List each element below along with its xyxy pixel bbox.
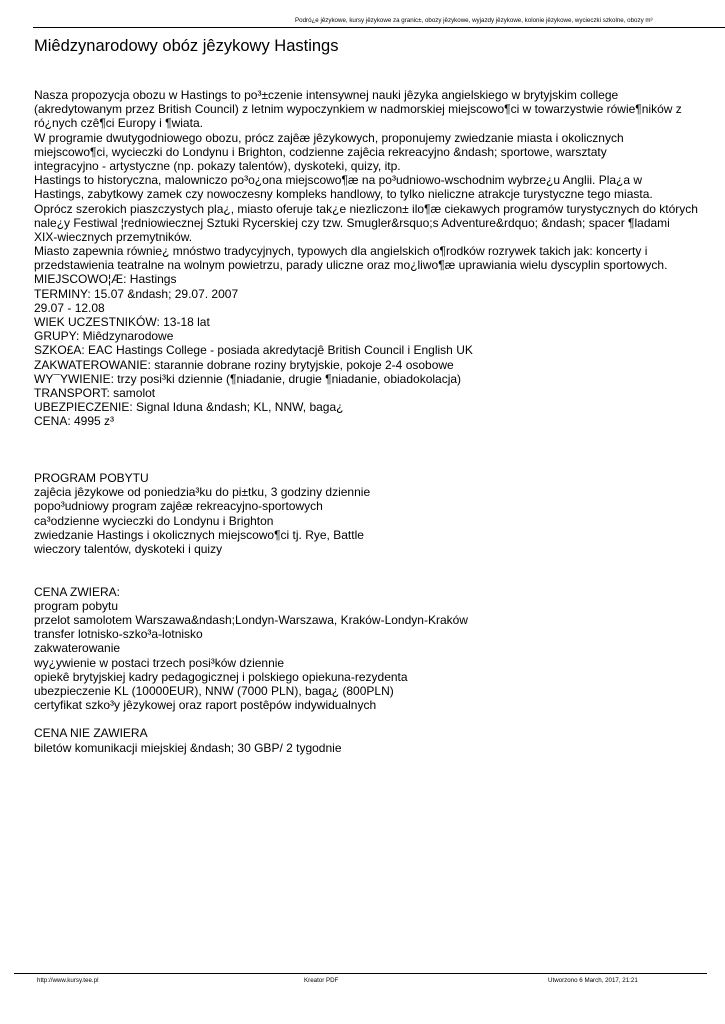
detail-groups: GRUPY: Miêdzynarodowe (34, 329, 174, 344)
program-item: zajêcia jêzykowe od poniedzia³ku do pi±tku, 3 godziny dziennie (34, 485, 371, 500)
spacer (34, 712, 714, 726)
footer-url: http://www.kursy.tee.pl (37, 977, 99, 984)
includes-section (34, 585, 714, 713)
details-section (34, 272, 714, 428)
document-title: Miêdzynarodowy obóz jêzykowy Hastings (34, 37, 339, 55)
intro-section (34, 88, 714, 272)
detail-meals: WY¯YWIENIE: trzy posi³ki dziennie (¶niadanie, drugie ¶niadanie, obiadokolacja) (34, 371, 462, 386)
footer-generator: Kreator PDF (304, 977, 339, 984)
includes-item: program pobytu (34, 598, 119, 613)
spacer (34, 443, 714, 457)
intro-line: nale¿y Festiwal ¦redniowiecznej Sztuki Rycerskiej czy tzw. Smugler&rsquo;s Adventure&rdquo; &ndash; spacer ¶ladami (34, 215, 670, 230)
program-item: wieczory talentów, dyskoteki i quizy (34, 542, 223, 556)
includes-item: przelot samolotem Warszawa&ndash;Londyn-Warszawa, Kraków-Londyn-Kraków (34, 612, 468, 627)
intro-line: Nasza propozycja obozu w Hastings to po³±czenie intensywnej nauki jêzyka angielskiego w brytyjskim college (34, 88, 619, 102)
program-item: popo³udniowy program zajêæ rekreacyjno-sportowych (34, 499, 323, 514)
detail-dates-second: 29.07 - 12.08 (34, 300, 105, 315)
excludes-item: biletów komunikacji miejskiej &ndash; 30 GBP/ 2 tygodnie (34, 740, 342, 755)
detail-dates: TERMINY: 15.07 &ndash; 29.07. 2007 (34, 286, 239, 301)
program-item: zwiedzanie Hastings i okolicznych miejscowo¶ci tj. Rye, Battle (34, 527, 364, 542)
intro-line: przedstawienia teatralne na wolnym powietrzu, parady uliczne oraz mo¿liwo¶æ uprawiania wielu dyscyplin sportowych. (34, 258, 668, 273)
intro-line: W programie dwutygodniowego obozu, prócz zajêæ jêzykowych, proponujemy zwiedzanie miasta i okolicznych (34, 130, 624, 145)
excludes-heading: CENA NIE ZAWIERA (34, 726, 148, 741)
detail-location: MIEJSCOWO¦Æ: Hastings (34, 272, 177, 287)
includes-heading: CENA ZWIERA: (34, 584, 121, 599)
program-heading: PROGRAM POBYTU (34, 471, 149, 486)
spacer (34, 570, 714, 584)
includes-item: wy¿ywienie w postaci trzech posi³ków dziennie (34, 655, 285, 670)
excludes-section (34, 726, 714, 754)
spacer (34, 556, 714, 570)
intro-line: Hastings to historyczna, malowniczo po³o¿ona miejscowo¶æ na po³udniowo-wschodnim wybrze¿u Anglii. Pla¿a w (34, 173, 643, 188)
intro-line: Miasto zapewnia równie¿ mnóstwo tradycyjnych, typowych dla angielskich o¶rodków rozrywek takich jak: koncerty i (34, 244, 648, 259)
intro-line: ró¿nych czê¶ci Europy i ¶wiata. (34, 116, 203, 131)
page-header-text: Podró¿e jêzykowe, kursy jêzykowe za granic±, obozy jêzykowe, wyjazdy jêzykowe, kolonie jêzykowe, wycieczki szkolne, obozy m³ (295, 17, 653, 24)
header-divider (33, 27, 725, 28)
detail-price: CENA: 4995 z³ (34, 414, 115, 429)
includes-item: certyfikat szko³y jêzykowej oraz raport postêpów indywidualnych (34, 698, 377, 713)
includes-item: zakwaterowanie (34, 641, 121, 656)
intro-line: Oprócz szerokich piaszczystych pla¿, miasto oferuje tak¿e niezliczon± ilo¶æ ciekawych programów turystycznych do których (34, 201, 698, 216)
detail-transport: TRANSPORT: samolot (34, 385, 156, 400)
footer-created-date: Utworzono 6 March, 2017, 21:21 (548, 977, 638, 984)
includes-item: ubezpieczenie KL (10000EUR), NNW (7000 PLN), baga¿ (800PLN) (34, 683, 394, 698)
intro-line: (akredytowanym przez British Council) z letnim wypoczynkiem w nadmorskiej miejscowo¶ci w towarzystwie rówie¶ników z (34, 102, 682, 117)
intro-line: miejscowo¶ci, wycieczki do Londynu i Brighton, codzienne zajêcia rekreacyjno &ndash; sportowe, warsztaty (34, 144, 607, 159)
detail-insurance: UBEZPIECZENIE: Signal Iduna &ndash; KL, NNW, baga¿ (34, 400, 344, 415)
document-body (34, 88, 714, 755)
program-section (34, 471, 714, 556)
spacer (34, 429, 714, 443)
spacer (34, 457, 714, 471)
intro-line: integracyjno - artystyczne (np. pokazy talentów), dyskoteki, quizy, itp. (34, 158, 401, 173)
intro-line: XIX-wiecznych przemytników. (34, 229, 193, 244)
includes-item: opiekê brytyjskiej kadry pedagogicznej i polskiego opiekuna-rezydenta (34, 669, 408, 684)
detail-age: WIEK UCZESTNIKÓW: 13-18 lat (34, 315, 210, 329)
detail-accommodation: ZAKWATEROWANIE: starannie dobrane roziny brytyjskie, pokoje 2-4 osobowe (34, 357, 454, 372)
program-item: ca³odzienne wycieczki do Londynu i Brighton (34, 513, 274, 528)
footer-divider (14, 973, 707, 974)
detail-school: SZKO£A: EAC Hastings College - posiada akredytacjê British Council i English UK (34, 343, 473, 358)
includes-item: transfer lotnisko-szko³a-lotnisko (34, 627, 203, 642)
intro-line: Hastings, zabytkowy zamek czy nowoczesny kompleks handlowy, to tylko nieliczne atrakcje turystyczne tego miasta. (34, 187, 653, 202)
